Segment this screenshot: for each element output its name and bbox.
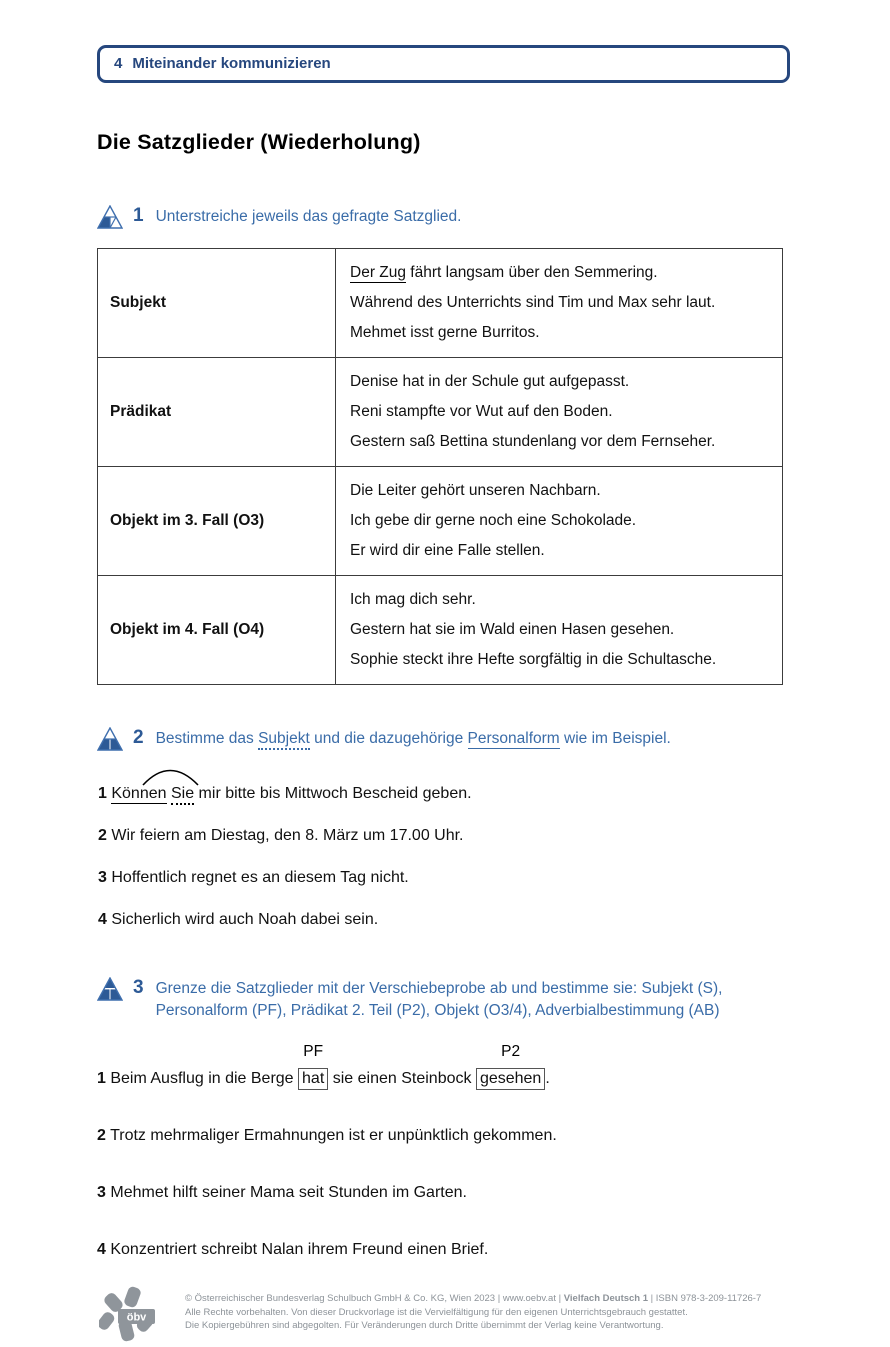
- exercise3-sentence: [97, 1240, 790, 1260]
- item-number: 2: [97, 1127, 106, 1144]
- imprint-line-2: Alle Rechte vorbehalten. Von dieser Druckvorlage ist die Vervielfältigung für den eigenen Unterrichtsgebrauch gestattet.: [185, 1306, 688, 1318]
- row-label-subjekt: Subjekt: [98, 249, 336, 358]
- sentence: Die Leiter gehört unseren Nachbarn.: [350, 482, 601, 499]
- personalform-keyword: Personalform: [467, 730, 560, 747]
- exercise3-number: 3: [133, 977, 144, 998]
- pf-annotation: [298, 1043, 328, 1089]
- sentence: Ich mag dich sehr.: [350, 591, 476, 608]
- imprint-line-1: [185, 1292, 761, 1306]
- exercise3-sentence: [97, 1126, 790, 1146]
- sentence: Denise hat in der Schule gut aufgepasst.: [350, 373, 630, 390]
- sentence-text: Konzentriert schreibt Nalan ihrem Freund einen Brief.: [110, 1241, 489, 1258]
- sentence: Ich gebe dir gerne noch eine Schokolade.: [350, 512, 637, 529]
- imprint-line-3: Die Kopiergebühren sind abgegolten. Für Veränderungen durch Dritte übernimmt der Verlag keine Verantwortung.: [185, 1320, 664, 1331]
- exercise2-sentence: [98, 826, 790, 846]
- sentence-text: Sicherlich wird auch Noah dabei sein.: [111, 911, 379, 928]
- imprint-isbn: | ISBN 978-3-209-11726-7: [648, 1293, 762, 1304]
- oebv-logo: [99, 1286, 161, 1347]
- difficulty-level-1-icon: [97, 205, 123, 234]
- row-sentences: [336, 249, 783, 358]
- item-number: 1: [97, 1070, 106, 1087]
- satzglieder-table: [97, 248, 783, 685]
- sentence-mid: sie einen Steinbock: [328, 1070, 476, 1087]
- exercise1-instruction: Unterstreiche jeweils das gefragte Satzglied.: [155, 208, 462, 225]
- table-row: [98, 576, 783, 685]
- item-number: 3: [98, 869, 107, 886]
- sentence-text: Mehmet hilft seiner Mama seit Stunden im Garten.: [110, 1184, 467, 1201]
- item-number: 2: [98, 827, 107, 844]
- exercise2-header: [97, 726, 790, 756]
- chapter-number: 4: [114, 55, 123, 72]
- exercise3-sentence: [97, 1183, 790, 1203]
- item-number: 4: [97, 1241, 106, 1258]
- difficulty-level-3-icon: [97, 977, 123, 1006]
- p2-annotation: [476, 1043, 545, 1089]
- row-label-praedikat: Prädikat: [98, 358, 336, 467]
- item-number: 1: [98, 785, 107, 802]
- chapter-header: [97, 45, 790, 83]
- subject-word: Sie: [171, 785, 194, 805]
- sentence-pre: Beim Ausflug in die Berge: [110, 1070, 299, 1087]
- exercise3-header: [97, 976, 790, 1022]
- sentence-text: Hoffentlich regnet es an diesem Tag nicht.: [111, 869, 409, 886]
- exercise1-header: [97, 204, 790, 234]
- sentence: Während des Unterrichts sind Tim und Max sehr laut.: [350, 294, 716, 311]
- row-sentences: [336, 467, 783, 576]
- exercise2-sentence: [98, 910, 790, 930]
- exercise3-example-sentence: [97, 1042, 790, 1089]
- sentence: Er wird dir eine Falle stellen.: [350, 542, 545, 559]
- underlined-subject: Der Zug: [350, 264, 406, 281]
- page-footer: [97, 1286, 790, 1347]
- sentence-rest: fährt langsam über den Semmering.: [406, 264, 658, 281]
- sentence: Sophie steckt ihre Hefte sorgfältig in die Schultasche.: [350, 651, 717, 668]
- exercise2-number: 2: [133, 727, 144, 748]
- exercise3-instruction: Grenze die Satzglieder mit der Verschiebeprobe ab und bestimme sie: Subjekt (S), Personalform (PF), Prädikat 2. Teil (P2), Objekt (O3/4), Adverbialbestimmung (AB): [155, 980, 723, 1019]
- instruction-text: Bestimme das: [155, 730, 259, 747]
- table-row: [98, 467, 783, 576]
- sentence-tail: .: [545, 1070, 550, 1087]
- personalform-word: Können: [111, 785, 167, 802]
- page-title: Die Satzglieder (Wiederholung): [97, 130, 421, 154]
- row-label-objekt-4-fall: Objekt im 4. Fall (O4): [98, 576, 336, 685]
- exercise2-sentence: [98, 868, 790, 888]
- sentence-text: Wir feiern am Diestag, den 8. März um 17.00 Uhr.: [111, 827, 464, 844]
- sentence: [350, 258, 772, 288]
- imprint-text: [185, 1286, 761, 1333]
- oebv-logo-text: öbv: [126, 1311, 147, 1324]
- item-number: 4: [98, 911, 107, 928]
- sentence: Mehmet isst gerne Burritos.: [350, 324, 540, 341]
- row-sentences: [336, 576, 783, 685]
- connector-arc: [142, 764, 200, 786]
- imprint-copyright: © Österreichischer Bundesverlag Schulbuch GmbH & Co. KG, Wien 2023 | www.oebv.at |: [185, 1293, 564, 1304]
- table-row: [98, 358, 783, 467]
- row-label-objekt-3-fall: Objekt im 3. Fall (O3): [98, 467, 336, 576]
- difficulty-level-2-icon: [97, 727, 123, 756]
- sentence-text: Trotz mehrmaliger Ermahnungen ist er unpünktlich gekommen.: [110, 1127, 557, 1144]
- exercise2-example-sentence: [98, 764, 790, 804]
- book-title: Vielfach Deutsch 1: [563, 1293, 649, 1304]
- p2-boxed-word: gesehen: [476, 1068, 545, 1090]
- pf-boxed-word: hat: [298, 1068, 328, 1090]
- sentence: Reni stampfte vor Wut auf den Boden.: [350, 403, 613, 420]
- sentence: Gestern saß Bettina stundenlang vor dem Fernseher.: [350, 433, 716, 450]
- sentence: Gestern hat sie im Wald einen Hasen gesehen.: [350, 621, 675, 638]
- instruction-text: und die dazugehörige: [309, 730, 468, 747]
- p2-label: P2: [501, 1043, 521, 1060]
- pf-label: PF: [303, 1043, 324, 1060]
- table-row: [98, 249, 783, 358]
- sentence-rest: mir bitte bis Mittwoch Bescheid geben.: [194, 785, 472, 802]
- chapter-title: Miteinander kommunizieren: [132, 55, 331, 72]
- item-number: 3: [97, 1184, 106, 1201]
- subjekt-keyword: Subjekt: [258, 730, 310, 750]
- exercise1-number: 1: [133, 205, 144, 226]
- exercise2-instruction: [156, 726, 671, 750]
- row-sentences: [336, 358, 783, 467]
- instruction-text: wie im Beispiel.: [559, 730, 671, 747]
